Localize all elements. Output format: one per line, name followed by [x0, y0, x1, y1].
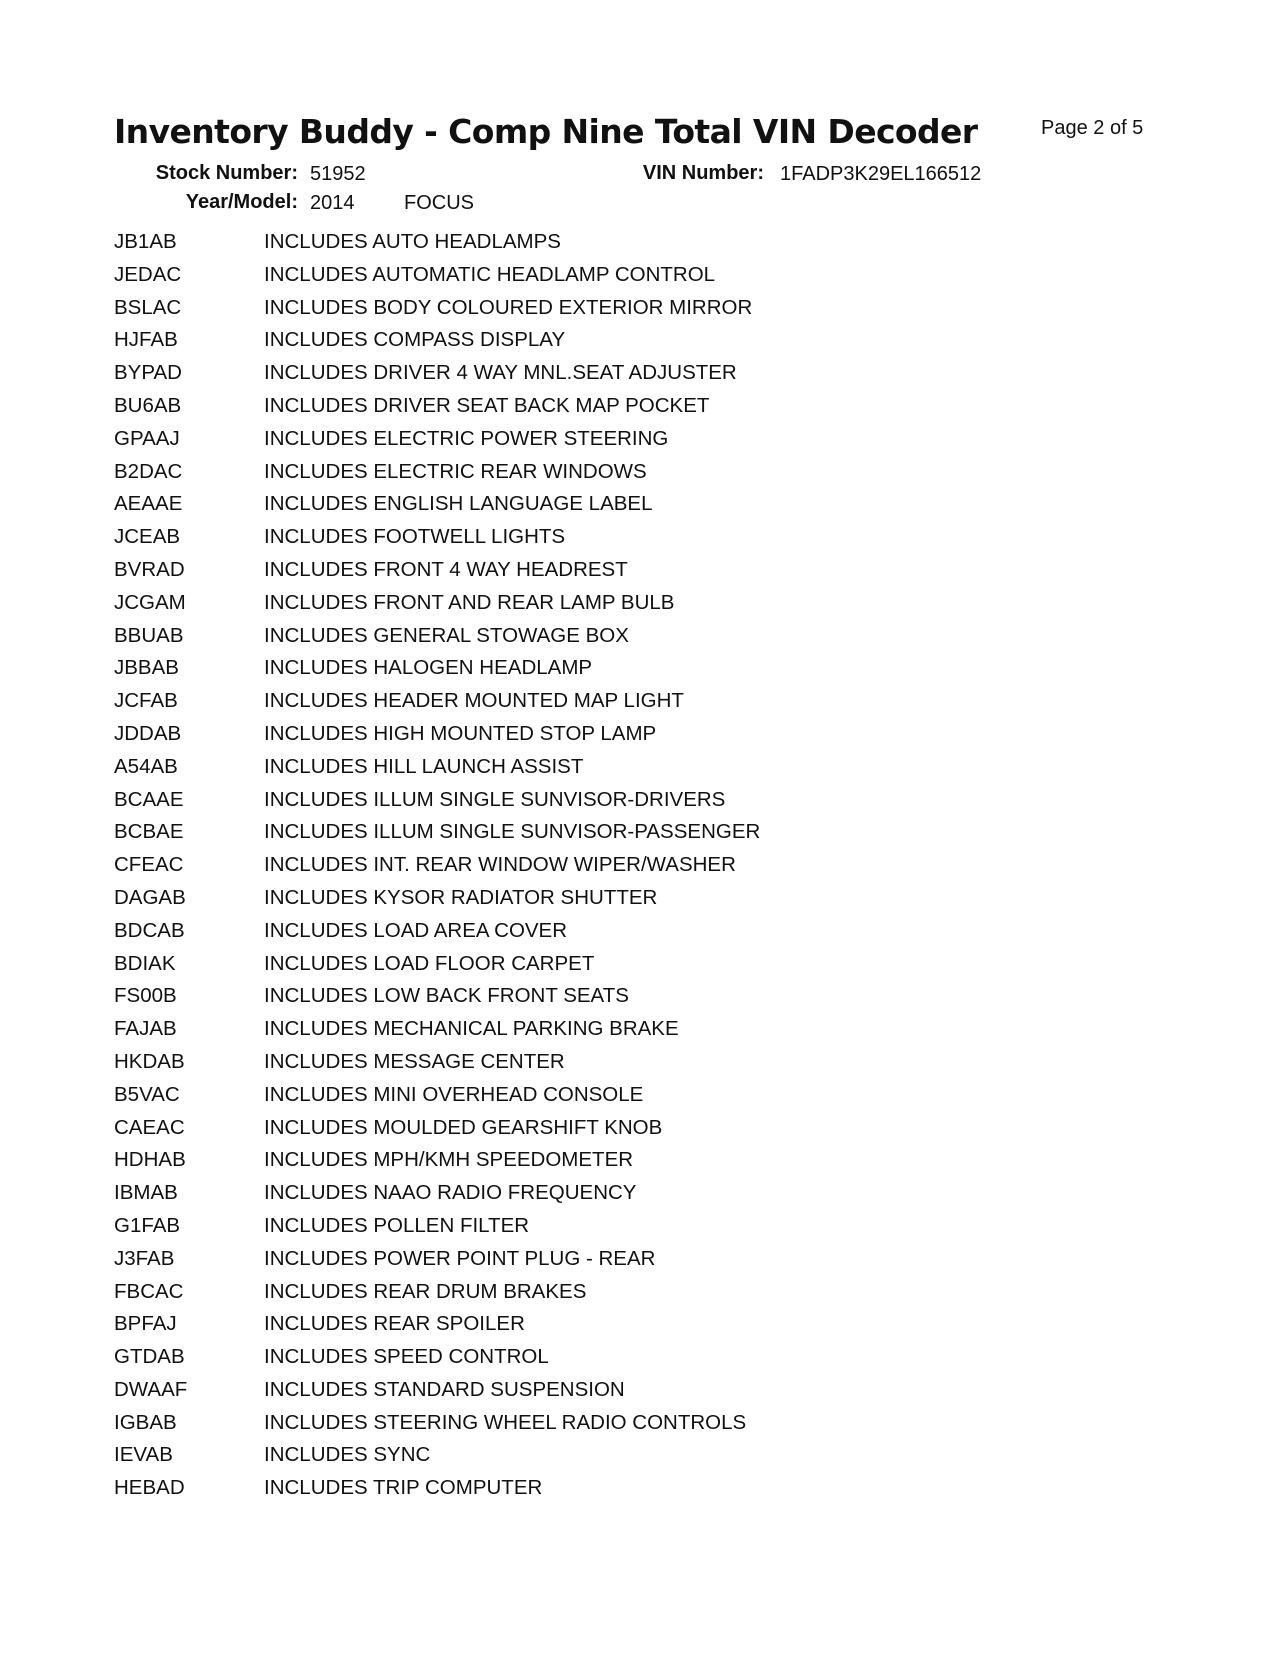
option-row — [114, 1280, 760, 1313]
option-description: INCLUDES AUTO HEADLAMPS — [264, 230, 561, 253]
option-description: INCLUDES MPH/KMH SPEEDOMETER — [264, 1148, 634, 1172]
option-code: JCFAB — [114, 689, 178, 713]
vin-number-value: 1FADP3K29EL166512 — [780, 163, 982, 185]
option-row — [114, 1083, 760, 1116]
option-row — [114, 296, 760, 329]
option-row — [114, 1181, 760, 1214]
option-code: BYPAD — [114, 361, 182, 385]
option-description: INCLUDES BODY COLOURED EXTERIOR MIRROR — [264, 295, 753, 319]
option-description: INCLUDES GENERAL STOWAGE BOX — [264, 623, 629, 647]
option-code: CFEAC — [114, 853, 184, 877]
option-code: A54AB — [114, 754, 178, 778]
option-description: INCLUDES SYNC — [264, 1443, 431, 1467]
option-description: INCLUDES DRIVER SEAT BACK MAP POCKET — [264, 393, 710, 417]
option-description: INCLUDES LOAD AREA COVER — [264, 918, 568, 942]
option-row — [114, 689, 760, 722]
option-code: HJFAB — [114, 328, 178, 352]
option-code: CAEAC — [114, 1115, 185, 1139]
option-description: INCLUDES ILLUM SINGLE SUNVISOR-PASSENGER — [264, 820, 761, 844]
option-code: JBBAB — [114, 656, 179, 680]
option-code: BPFAJ — [114, 1312, 177, 1336]
option-row — [114, 460, 760, 493]
option-row — [114, 722, 760, 755]
option-description: INCLUDES INT. REAR WINDOW WIPER/WASHER — [264, 853, 736, 877]
option-description: INCLUDES REAR SPOILER — [264, 1312, 525, 1336]
option-description: INCLUDES MINI OVERHEAD CONSOLE — [264, 1082, 644, 1106]
option-code: HKDAB — [114, 1049, 185, 1073]
option-row — [114, 230, 760, 263]
option-code: B2DAC — [114, 459, 183, 483]
model-value: FOCUS — [404, 192, 474, 214]
document-title: Inventory Buddy - Comp Nine Total VIN Decoder — [114, 112, 978, 151]
option-description: INCLUDES HILL LAUNCH ASSIST — [264, 754, 584, 778]
option-description: INCLUDES COMPASS DISPLAY — [264, 328, 566, 352]
option-description: INCLUDES STEERING WHEEL RADIO CONTROLS — [264, 1410, 747, 1434]
option-row — [114, 1050, 760, 1083]
option-description: INCLUDES SPEED CONTROL — [264, 1345, 549, 1369]
option-description: INCLUDES POLLEN FILTER — [264, 1213, 530, 1237]
option-description: INCLUDES AUTOMATIC HEADLAMP CONTROL — [264, 262, 716, 286]
option-description: INCLUDES FRONT 4 WAY HEADREST — [264, 557, 628, 581]
option-code: FAJAB — [114, 1017, 177, 1041]
option-description: INCLUDES MOULDED GEARSHIFT KNOB — [264, 1115, 663, 1139]
option-row — [114, 1214, 760, 1247]
option-row — [114, 1312, 760, 1345]
option-code: IGBAB — [114, 1410, 177, 1434]
option-code: GPAAJ — [114, 426, 180, 450]
option-row — [114, 919, 760, 952]
option-row — [114, 394, 760, 427]
vin-number-label: VIN Number: — [642, 162, 764, 184]
option-row — [114, 952, 760, 985]
option-row — [114, 263, 760, 296]
option-code: J3FAB — [114, 1246, 175, 1270]
option-row — [114, 1247, 760, 1280]
option-code: DAGAB — [114, 885, 186, 909]
option-row — [114, 1017, 760, 1050]
option-code: BSLAC — [114, 295, 182, 319]
option-description: INCLUDES HEADER MOUNTED MAP LIGHT — [264, 689, 684, 713]
option-row — [114, 591, 760, 624]
option-description: INCLUDES ELECTRIC POWER STEERING — [264, 426, 669, 450]
option-row — [114, 1443, 760, 1476]
option-code: DWAAF — [114, 1377, 188, 1401]
option-code: JCEAB — [114, 525, 181, 549]
option-row — [114, 788, 760, 821]
option-row — [114, 1116, 760, 1149]
page-number: Page 2 of 5 — [1041, 117, 1144, 139]
option-code: BBUAB — [114, 623, 184, 647]
option-description: INCLUDES ELECTRIC REAR WINDOWS — [264, 459, 647, 483]
option-code: JDDAB — [114, 721, 182, 745]
option-description: INCLUDES KYSOR RADIATOR SHUTTER — [264, 885, 658, 909]
stock-number-value: 51952 — [310, 163, 366, 185]
option-code: B5VAC — [114, 1082, 180, 1106]
option-code: HDHAB — [114, 1148, 186, 1172]
option-code-list — [114, 230, 760, 1509]
option-code: JEDAC — [114, 262, 182, 286]
option-description: INCLUDES STANDARD SUSPENSION — [264, 1377, 625, 1401]
option-code: BVRAD — [114, 557, 185, 581]
option-code: JCGAM — [114, 590, 186, 614]
option-code: JB1AB — [114, 230, 177, 253]
option-row — [114, 1411, 760, 1444]
option-row — [114, 525, 760, 558]
option-description: INCLUDES FOOTWELL LIGHTS — [264, 525, 566, 549]
option-code: BU6AB — [114, 393, 182, 417]
year-model-label: Year/Model: — [185, 191, 298, 213]
stock-number-label: Stock Number: — [155, 162, 298, 184]
option-description: INCLUDES ILLUM SINGLE SUNVISOR-DRIVERS — [264, 787, 726, 811]
option-description: INCLUDES MESSAGE CENTER — [264, 1049, 565, 1073]
option-row — [114, 1148, 760, 1181]
option-row — [114, 984, 760, 1017]
option-row — [114, 361, 760, 394]
option-code: G1FAB — [114, 1213, 181, 1237]
option-row — [114, 853, 760, 886]
option-code: FBCAC — [114, 1279, 184, 1303]
option-description: INCLUDES DRIVER 4 WAY MNL.SEAT ADJUSTER — [264, 361, 737, 385]
option-description: INCLUDES NAAO RADIO FREQUENCY — [264, 1181, 637, 1205]
option-row — [114, 427, 760, 460]
option-description: INCLUDES ENGLISH LANGUAGE LABEL — [264, 492, 653, 516]
option-row — [114, 558, 760, 591]
option-description: INCLUDES HIGH MOUNTED STOP LAMP — [264, 721, 657, 745]
option-row — [114, 820, 760, 853]
option-description: INCLUDES REAR DRUM BRAKES — [264, 1279, 587, 1303]
option-row — [114, 656, 760, 689]
option-code: IEVAB — [114, 1443, 173, 1467]
option-code: AEAAE — [114, 492, 183, 516]
option-description: INCLUDES LOW BACK FRONT SEATS — [264, 984, 629, 1008]
option-description: INCLUDES POWER POINT PLUG - REAR — [264, 1246, 656, 1270]
option-code: HEBAD — [114, 1476, 185, 1500]
option-row — [114, 755, 760, 788]
option-code: IBMAB — [114, 1181, 178, 1205]
option-row — [114, 1476, 760, 1509]
option-row — [114, 1378, 760, 1411]
option-description: INCLUDES HALOGEN HEADLAMP — [264, 656, 593, 680]
option-code: BDIAK — [114, 951, 176, 975]
option-row — [114, 624, 760, 657]
option-code: FS00B — [114, 984, 177, 1008]
option-description: INCLUDES LOAD FLOOR CARPET — [264, 951, 595, 975]
option-row — [114, 886, 760, 919]
option-code: BCBAE — [114, 820, 184, 844]
option-code: BCAAE — [114, 787, 184, 811]
option-description: INCLUDES MECHANICAL PARKING BRAKE — [264, 1017, 679, 1041]
option-code: GTDAB — [114, 1345, 185, 1369]
option-description: INCLUDES FRONT AND REAR LAMP BULB — [264, 590, 675, 614]
option-row — [114, 1345, 760, 1378]
option-description: INCLUDES TRIP COMPUTER — [264, 1476, 543, 1500]
option-row — [114, 492, 760, 525]
option-row — [114, 328, 760, 361]
option-code: BDCAB — [114, 918, 185, 942]
year-value: 2014 — [310, 192, 355, 214]
